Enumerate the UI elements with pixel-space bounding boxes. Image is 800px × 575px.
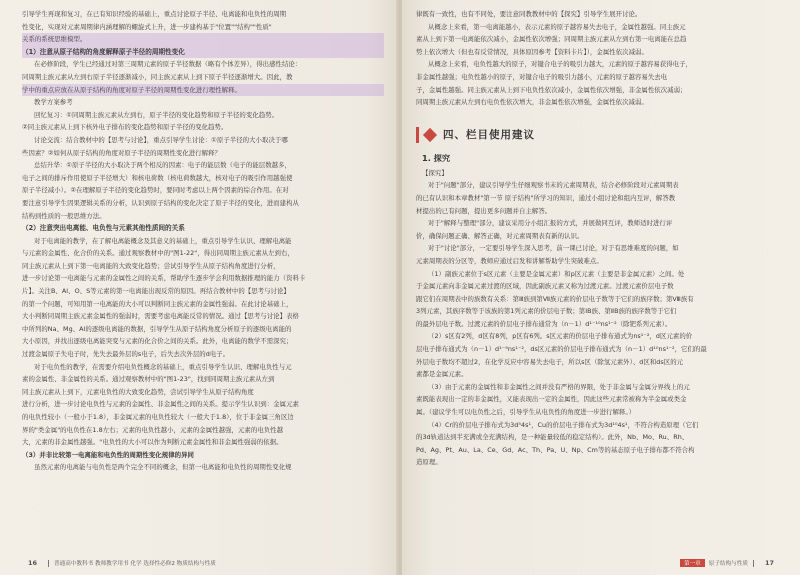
- subsection-2-body: [22, 235, 384, 474]
- text-line: 对于"问题"部分，建议引导学生仔细观察书末的元素周期表，结合必修阶段对元素周期表: [428, 181, 679, 190]
- text-line: （1）副族元素位于s区元素（主要是金属元素）和p区元素（主要是非金属元素）之间。处: [428, 269, 685, 278]
- text-line: 要注意引导学生因果逻辑关系的分析，认识到原子结构的变化决定了原子半径的变化，进而建构从: [22, 198, 299, 207]
- subsection-2-title: （2）注意突出电离能、电负性与元素其他性质间的关系: [22, 224, 185, 233]
- text-line: 3列元素，其族序数等于该族的第1列元素的价层电子数；第ⅠB族、第ⅡB族的族序数等于它们: [416, 307, 677, 316]
- text-line: 中所列的Na、Mg、Al的逐级电离能的数据，引导学生从原子结构角度分析原子的逐级电离能的: [22, 324, 292, 333]
- concept-paragraphs: [416, 8, 780, 109]
- text-line: 在必修阶段，学生已经通过对第三周期元素的原子半径数据（略有个体差异），得出感性结论：: [34, 60, 302, 69]
- text-line: 造原理。: [416, 458, 442, 467]
- text-line: 律既有一致性，也有不同处，要注意同教教材中的【探究】引导学生展开讨论。: [416, 10, 642, 18]
- text-line: 进行分析，进一步讨论电负性与元素的金属性、非金属性之间的关系。提示学生认识到：金属元素: [22, 400, 299, 409]
- text-line: 材提出的已有问题，提出更多问题并自主解答。: [416, 206, 552, 215]
- subsection-1-body: [22, 58, 384, 96]
- text-line: 虽然元素的电离能与电负性是两个完全不同的概念，但第一电离能和电负性的周期性变化规: [34, 463, 292, 472]
- text-line: 原子半径减小）。②在理解原子半径的变化趋势时，要同时考虑以上两个因素的综合作用。在对: [22, 186, 289, 195]
- footer-volume: 选择性必修2: [143, 561, 175, 567]
- text-line: 总结升华：①原子半径的大小取决于两个相反的因素：电子的能层数（电子的能层数越多，: [34, 161, 291, 170]
- teaching-ref-heading: 教学方案参考: [34, 98, 73, 107]
- text-line: 些因素？②如何从原子结构的角度对原子半径的周期性变化进行解释？: [22, 148, 221, 157]
- text-line: 子，金属性越强。同主族元素从上到下电负性依次减小，金属性依次增强，非金属性依次减弱；: [416, 85, 687, 94]
- text-line: 大小原因，并找出逐级电离能突变与元素的化合价之间的关系。此外，电离能的数学不需深究；: [22, 337, 293, 346]
- text-line: 的第一个问题，可知用第一电离能的大小可以判断同主族元素的金属性强弱。在此讨论基础上，: [22, 299, 293, 308]
- text-line: 回忆复习：①同周期主族元素从左到右，原子半径的变化趋势和原子半径的变化趋势。: [34, 110, 279, 119]
- text-line: 的3d轨道达到半充满或全充满结构，是一种能量较低的稳定结构）。此外，Nb、Mo、Ru、Rh、: [416, 433, 689, 442]
- text-line: 大，元素的非金属性越强。"电负性的大小可以作为判断元素金属性和非金属性强弱的依据。: [22, 438, 283, 447]
- right-footer: [680, 559, 780, 567]
- text-line: 电子之间的排斥作用使原子半径增大）和核电荷数（核电荷数越大，核对电子的吸引作用越强使: [22, 173, 293, 182]
- text-line: 大小判断同周期主族元素金属性的强弱时，需要考虑电离能反常的情况。通过【思考与讨论】表格: [22, 312, 299, 321]
- text-line: 关系的系统思维模型。: [22, 33, 384, 46]
- text-line: 价，确保问题正确、解答正确，对元素周期表有新的认识。: [416, 231, 584, 240]
- intro-paragraph: [22, 8, 384, 46]
- text-line: 从概念上来看，第一电离能越小，表示元素的原子越容易失去电子，金属性越强。同主族元: [428, 22, 686, 31]
- text-line: （3）由于元素的金属性和非金属性之间并没有严格的界限，处于非金属与金属分界线上的元: [428, 382, 690, 391]
- section-heading: [416, 127, 780, 143]
- text-line: 对于"讨论"部分，一定要引导学生深入思考，前一课已讨论，对于有思维难度的问题，如: [428, 244, 679, 253]
- text-line: 素从上到下第一电离能依次减小，金属性依次增强；同周期主族元素从左到右第一电离能在总趋: [416, 35, 687, 44]
- heading-bar-icon: [416, 127, 419, 143]
- text-line: 属。（建议学生可以电负性之后，引导学生从电负性的角度进一步进行解释。）: [416, 408, 636, 417]
- text-line: 过渡金属原子失电子时，先失去最外层的s电子，后失去次外层的d电子。: [22, 350, 230, 359]
- subsection-1-title: （1）注意从原子结构的角度解释原子半径的周期性变化: [22, 46, 384, 59]
- text-line: 对于"解释与整理"部分，建议采用分小组汇报的方式，并展做同互评，教师适时进行评: [428, 219, 673, 228]
- text-line: 元素周期表的分区等，教师应通过启发和讲解帮助学生突破难点。: [416, 256, 603, 265]
- text-line: （4）Cr的价层电子排布式为3d⁵4s¹，Cu的价层电子排布式为3d¹⁰4s¹，不符合构造原理（它们: [428, 420, 699, 429]
- footer-book: 教师教学用书: [95, 561, 129, 567]
- heading-diamond-icon: [423, 128, 437, 142]
- text-line: 素的金属性、非金属性的关系。通过观察教材中的"图1-23"，找到同周期主族元素从左到: [22, 375, 275, 384]
- text-line: Pd、Ag、Pt、Au、La、Ce、Gd、Ac、Th、Pa、U、Np、Cm等的基态原子电子排布都不符合构: [416, 445, 695, 454]
- text-line: ②同主族元素从上到下核外电子排布的变化趋势和原子半径的变化趋势。: [22, 123, 228, 132]
- text-line: 对于电离能的教学，在了解电离能概念及其意义的基础上，重点引导学生认识、理解电离能: [34, 236, 292, 245]
- text-line: 层电子排布通式为（n－1）d¹⁻⁹ns¹⁻²，ds区元素的价层电子排布通式为（n－1）d¹⁰ns¹⁻²，它们的最: [416, 345, 707, 354]
- text-line: 结构到性质的一般思维方法。: [22, 211, 106, 220]
- footer-divider: [48, 560, 49, 567]
- text-line: 与元素的金属性、化合价的关系。通过观察教材中的"图1-22"，得出同周期主族元素从左到右，: [22, 249, 294, 258]
- page-number: 17: [764, 559, 774, 567]
- text-line: 素既能表现出一定的非金属性，又能表现出一定的金属性，因此这些元素常被称为半金属或类金: [416, 395, 687, 404]
- text-line: 的已有认识和本章教材"第一节 原子结构"所学习的知识，通过小组讨论和组内互评，解答教: [416, 193, 676, 202]
- text-line: 学中的重点应放在从原子结构的角度对原子半径的周期性变化进行理性解释。: [22, 84, 384, 97]
- subsection-3-title: （3）并非比较第一电离能和电负性的周期性变化规律的异同: [22, 450, 194, 459]
- text-line: 于金属元素向非金属元素过渡的区域，因此副族元素又称为过渡元素。过渡元素价层电子数: [416, 282, 674, 291]
- footer-topic: 物质结构与性质: [176, 561, 216, 567]
- subsection-explore-title: 1. 探究: [422, 152, 451, 163]
- text-line: 势上依次增大（但也有反常情况，具体原因参考【资料卡片】），金属性依次减弱。: [416, 47, 648, 56]
- text-line: 跟它们在周期表中的族数有关系：第Ⅲ族到第Ⅶ族元素的价层电子数等于它们的族序数；第Ⅷ族有: [416, 294, 694, 303]
- right-page: [402, 0, 800, 575]
- explore-body: [416, 179, 780, 469]
- text-line: （2）s区有2列，d区有8列，p区有6列。s区元素的价层电子排布通式为ns¹⁻²，d区元素的价: [428, 332, 693, 341]
- text-line: 引导学生再现和复习，在已有知识经验的基础上，重点讨论原子半径、电离能和电负性的周期: [22, 10, 287, 18]
- text-line: 非金属性越强；电负性越小的原子，对键合电子的吸引力越小，元素的原子越容易失去电: [416, 72, 668, 81]
- text-line: 讨论交流：结合教材中的【思考与讨论】，重点引导学生讨论：①原子半径的大小取决于哪: [34, 135, 288, 144]
- explore-tag: 【探究】: [422, 168, 448, 177]
- text-line: 片】。关注B、Al、O、S等元素的第一电离能出现反常的原因。再结合教材中的【思考与讨论】: [22, 287, 290, 296]
- left-page: [0, 0, 398, 575]
- footer-divider: [753, 560, 754, 567]
- text-line: 从概念上来看，电负性越大的原子，对键合电子的吸引力越大，元素的原子越容易获得电子，: [428, 60, 693, 69]
- page-number: 16: [28, 559, 38, 567]
- footer-series: 普通高中教科书: [54, 561, 94, 567]
- recall-block: [22, 109, 384, 222]
- text-line: 界的"类金属"的电负性在1.8左右；元素的电负性越小，元素的金属性越强，元素的电负性越: [22, 425, 284, 434]
- text-line: 同周期主族元素从左到右原子半径逐渐减小，同主族元素从上到下原子半径逐渐增大。因此，教: [22, 72, 293, 81]
- text-line: 的最外层电子数。过渡元素的价层电子排布通常为（n－1）d¹⁻¹⁰ns¹⁻²（除钯系列元素）。: [416, 319, 672, 328]
- text-line: 进一步讨论第一电离能与元素的金属性之间的关系，帮助学生逐步学会利用数据推理的能力（资料卡: [22, 274, 306, 283]
- text-line: 同主族元素从上到下，元素电负性的大致变化趋势，尝试引导学生从原子结构角度: [22, 387, 254, 396]
- text-line: 性变化，实现对元素周期律内涵理解的螺旋式上升，进一步建构基于"位置""结构""性质": [22, 22, 272, 31]
- text-line: 素都是金属元素。: [416, 370, 468, 379]
- text-line: 外层电子数均不超过2，在化学反应中容易失去电子，所以s区（除氢元素外）、d区和ds区的元: [416, 357, 684, 366]
- text-line: 同周期主族元素从左到右电负性依次增大，非金属性依次增强，金属性依次减弱。: [416, 98, 648, 107]
- chapter-tag: 第一章: [680, 559, 705, 567]
- text-line: 的电负性较小（一般小于1.8），非金属元素的电负性较大（一般大于1.8），位于非金属三角区边: [22, 413, 294, 421]
- left-footer: [22, 559, 216, 567]
- footer-subject: 化学: [130, 561, 142, 567]
- text-line: 同主族元素从上到下第一电离能的大致变化趋势；尝试引导学生从原子结构角度进行分析，: [22, 261, 280, 270]
- section-title: 四、栏目使用建议: [443, 129, 535, 142]
- chapter-title: 原子结构与性质: [708, 561, 748, 567]
- text-line: 对于电负性的教学，在需要介绍电负性概念的基础上，重点引导学生认识、理解电负性与元: [34, 362, 292, 371]
